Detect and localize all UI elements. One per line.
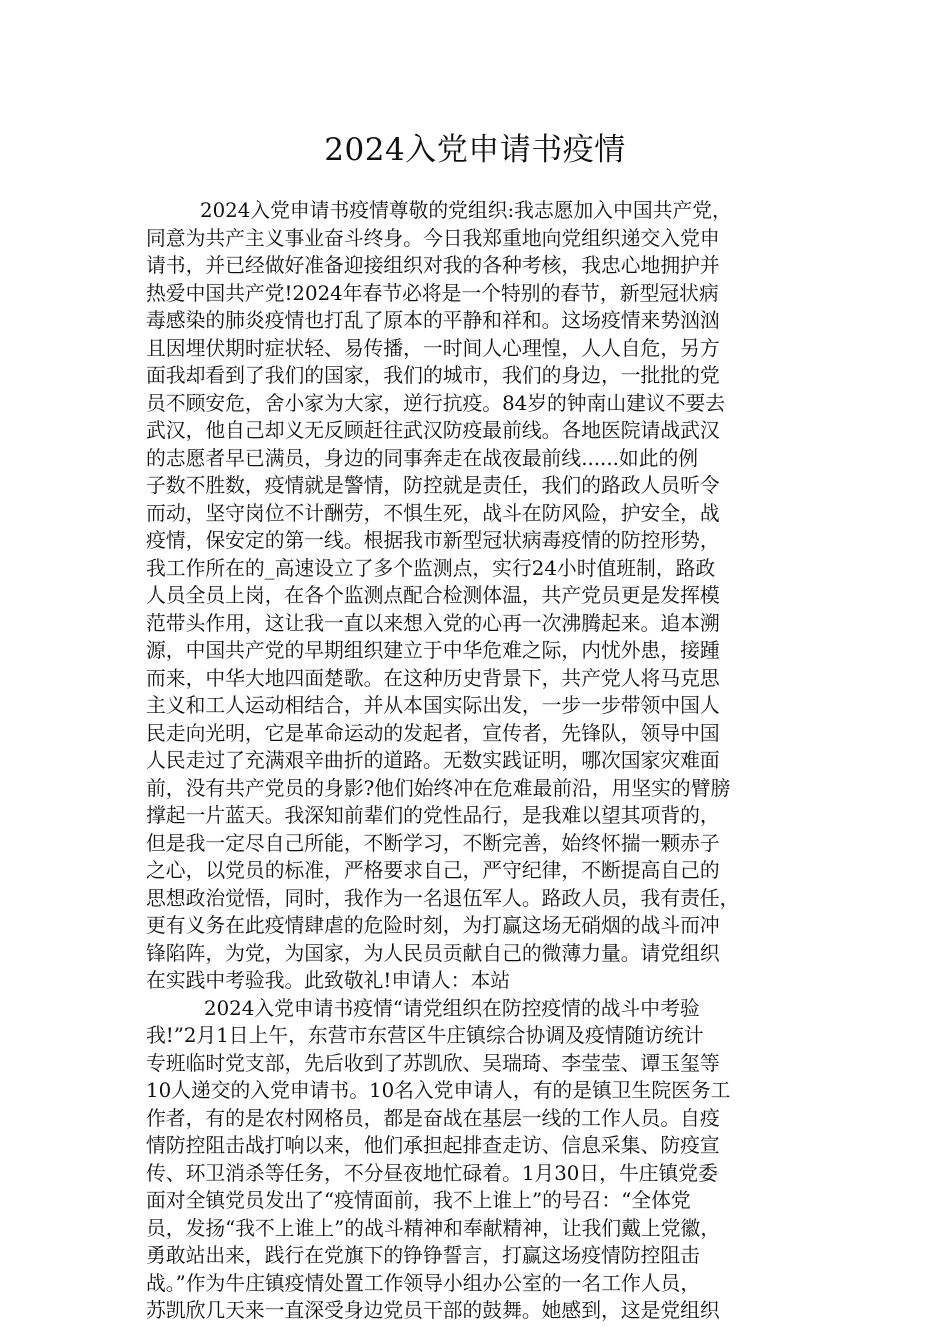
document-body: [146, 197, 811, 1325]
paragraph-line: 专班临时党支部，先后收到了苏凯欣、吴瑞琦、李莹莹、谭玉玺等: [146, 1051, 720, 1075]
paragraph-line: 2024入党申请书疫情“请党组织在防控疫情的战斗中考验: [204, 996, 700, 1020]
paragraph-line: 而动，坚守岗位不计酬劳，不惧生死，战斗在防风险，护安全，战: [146, 501, 720, 525]
paragraph-line: 我工作所在的_高速设立了多个监测点，实行24小时值班制，路政: [146, 556, 716, 580]
paragraph-line: 更有义务在此疫情肆虐的危险时刻，为打赢这场无硝烟的战斗而冲: [146, 914, 720, 937]
paragraph-line: 面我却看到了我们的国家，我们的城市，我们的身边，一批批的党: [146, 364, 720, 387]
document-title: 2024入党申请书疫情: [324, 132, 626, 168]
paragraph-line: 之心，以党员的标准，严格要求自己，严守纪律，不断提高自己的: [146, 859, 720, 882]
paragraph-line: 战。”作为牛庄镇疫情处置工作领导小组办公室的一名工作人员，: [146, 1271, 701, 1295]
paragraph-line: 情防控阻击战打响以来，他们承担起排查走访、信息采集、防疫宣: [146, 1134, 720, 1157]
paragraph-line: 武汉，他自己却义无反顾赶往武汉防疫最前线。各地医院请战武汉: [146, 419, 720, 442]
paragraph-line: 民走向光明，它是革命运动的发起者，宣传者，先锋队，领导中国: [146, 721, 720, 745]
paragraph-line: 员不顾安危，舍小家为大家，逆行抗疫。84岁的钟南山建议不要去: [146, 391, 726, 415]
paragraph-line: 同意为共产主义事业奋斗终身。今日我郑重地向党组织递交入党申: [146, 226, 720, 250]
paragraph-line: 的志愿者早已满员，身边的同事奔走在战夜最前线......如此的例: [146, 446, 699, 470]
paragraph-line: 源，中国共产党的早期组织建立于中华危难之际，内忧外患，接踵: [146, 639, 720, 662]
paragraph-line: 10人递交的入党申请书。10名入党申请人，有的是镇卫生院医务工: [146, 1079, 731, 1102]
paragraph-line: 疫情，保安定的第一线。根据我市新型冠状病毒疫情的防控形势，: [146, 529, 720, 552]
paragraph-line: 我!”2月1日上午，东营市东营区牛庄镇综合协调及疫情随访统计: [146, 1024, 704, 1047]
paragraph-line: 人民走过了充满艰辛曲折的道路。无数实践证明，哪次国家灾难面: [146, 749, 720, 772]
paragraph-line: 2024入党申请书疫情尊敬的党组织:我志愿加入中国共产党，: [200, 199, 732, 222]
paragraph-line: 传、环卫消杀等任务，不分昼夜地忙碌着。1月30日，牛庄镇党委: [146, 1161, 718, 1185]
paragraph-line: 勇敢站出来，践行在党旗下的铮铮誓言，打赢这场疫情防控阻击: [146, 1244, 700, 1267]
paragraph-line: 员，发扬“我不上谁上”的战斗精神和奉献精神，让我们戴上党徽，: [146, 1216, 721, 1240]
paragraph-line: 但是我一定尽自己所能，不断学习，不断完善，始终怀揣一颗赤子: [146, 831, 720, 855]
paragraph-line: 面对全镇党员发出了“疫情面前，我不上谁上”的号召：“全体党: [146, 1189, 691, 1212]
paragraph-line: 作者，有的是农村网格员，都是奋战在基层一线的工作人员。自疫: [146, 1106, 720, 1130]
paragraph-line: 子数不胜数，疫情就是警情，防控就是责任，我们的路政人员听令: [146, 474, 720, 497]
paragraph-line: 锋陷阵，为党，为国家，为人民员贡献自己的微薄力量。请党组织: [146, 941, 720, 965]
paragraph-line: 而来，中华大地四面楚歌。在这种历史背景下，共产党人将马克思: [146, 666, 720, 690]
paragraph-line: 在实践中考验我。此致敬礼!申请人：本站: [146, 969, 511, 992]
paragraph-line: 思想政治觉悟，同时，我作为一名退伍军人。路政人员，我有责任，: [146, 886, 740, 910]
paragraph-line: 撑起一片蓝天。我深知前辈们的党性品行，是我难以望其项背的，: [146, 804, 720, 827]
paragraph-line: 毒感染的肺炎疫情也打乱了原本的平静和祥和。这场疫情来势汹汹: [146, 309, 720, 332]
paragraph-line: 前，没有共产党员的身影?他们始终冲在危难最前沿，用坚实的臂膀: [146, 776, 731, 800]
paragraph-line: 范带头作用，这让我一直以来想入党的心再一次沸腾起来。追本溯: [146, 611, 720, 635]
paragraph-line: 请书，并已经做好准备迎接组织对我的各种考核，我忠心地拥护并: [146, 254, 720, 277]
paragraph-line: 热爱中国共产党!2024年春节必将是一个特别的春节，新型冠状病: [146, 281, 719, 305]
paragraph-line: 且因埋伏期时症状轻、易传播，一时间人心理惶，人人自危，另方: [146, 336, 720, 360]
paragraph-line: 人员全员上岗，在各个监测点配合检测体温，共产党员更是发挥模: [146, 584, 720, 607]
paragraph-line: 主义和工人运动相结合，并从本国实际出发，一步一步带领中国人: [146, 694, 720, 717]
paragraph-line: 苏凯欣几天来一直深受身边党员干部的鼓舞。她感到，这是党组织: [146, 1299, 720, 1322]
